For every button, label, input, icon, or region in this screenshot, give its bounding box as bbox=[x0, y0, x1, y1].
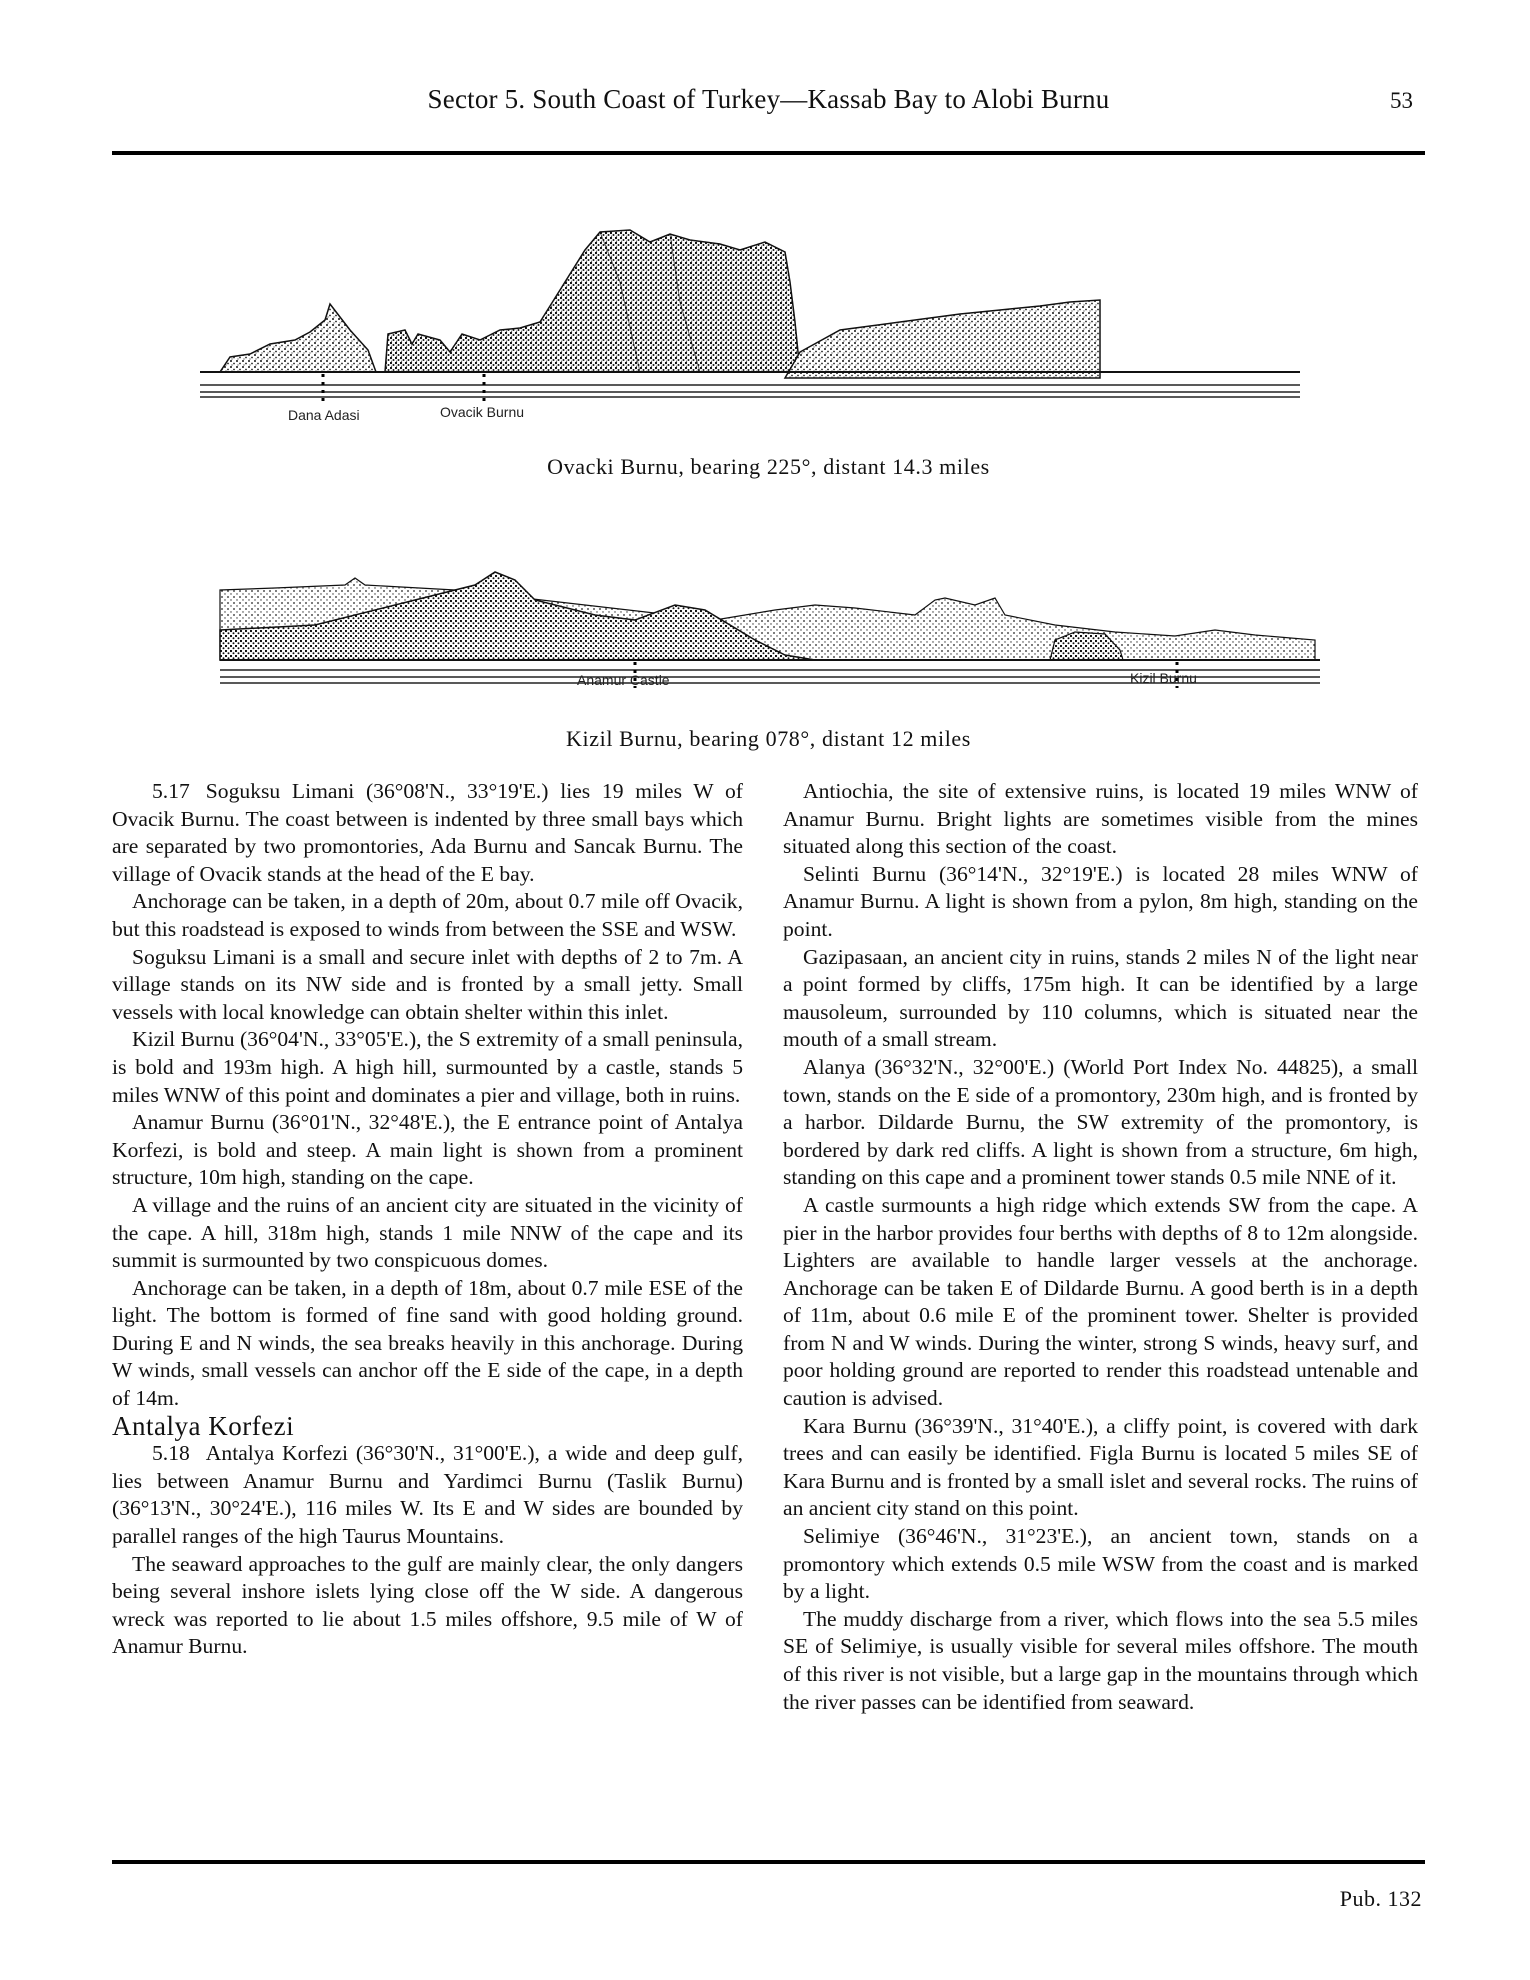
paragraph: The seaward approaches to the gulf are mainly clear, the only dangers being several inshore islets lying close off the W side. A dangerous wreck was reported to lie about 1.5 miles offshore, 9.5 mile of W of Anamur Burnu. bbox=[112, 1551, 743, 1659]
footer-rule bbox=[112, 1860, 1425, 1864]
paragraph: Gazipasaan, an ancient city in ruins, stands 2 miles N of the light near a point formed by cliffs, 175m high. It can be identified by a large mausoleum, surrounded by 110 columns, which is situated near the mouth of a small stream. bbox=[783, 944, 1418, 1052]
coastal-view-figure-2 bbox=[215, 560, 1325, 695]
paragraph: A castle surmounts a high ridge which extends SW from the cape. A pier in the harbor provides four berths with depths of 8 to 12m alongside. Lighters are available to handle larger vessels at the anchorage. Anchorage can be taken E of Dildarde Burnu. A good berth is in a depth of 11m, about 0.6 mile E of the prominent tower. Shelter is provided from N and W winds. During the winter, strong S winds, heavy surf, and poor holding ground are reported to render this roadstead untenable and caution is advised. bbox=[783, 1192, 1418, 1411]
paragraph-5-18: 5.18 Antalya Korfezi (36°30'N., 31°00'E.), a wide and deep gulf, lies between Anamur Burnu and Yardimci Burnu (Taslik Burnu) (36°13'N., 30°24'E.), 116 miles W. Its E and W sides are bounded by parallel ranges of the high Taurus Mountains. bbox=[112, 1441, 743, 1549]
figure-1-caption: Ovacki Burnu, bearing 225°, distant 14.3 miles bbox=[547, 454, 990, 479]
paragraph: The muddy discharge from a river, which flows into the sea 5.5 miles SE of Selimiye, is usually visible for several miles offshore. The mouth of this river is not visible, but a large gap in the mountains through which the river passes can be identified from seaward. bbox=[783, 1606, 1418, 1714]
paragraph: Antiochia, the site of extensive ruins, is located 19 miles WNW of Anamur Burnu. Bright lights are sometimes visible from the mines situated along this section of the coast. bbox=[783, 779, 1418, 859]
running-title: Sector 5. South Coast of Turkey—Kassab Bay to Alobi Burnu bbox=[427, 84, 1110, 114]
paragraph: Selinti Burnu (36°14'N., 32°19'E.) is located 28 miles WNW of Anamur Burnu. A light is shown from a pylon, 8m high, standing on the point. bbox=[783, 861, 1418, 941]
paragraph-number: 5.17 bbox=[152, 779, 190, 803]
paragraph: Soguksu Limani is a small and secure inlet with depths of 2 to 7m. A village stands on its NW side and is fronted by a small jetty. Small vessels with local knowledge can obtain shelter within this inlet. bbox=[112, 944, 743, 1024]
figure-label-kizil-burnu: Kizil Burnu bbox=[1130, 670, 1197, 686]
publication-number: Pub. 132 bbox=[1339, 1886, 1422, 1911]
paragraph: Anamur Burnu (36°01'N., 32°48'E.), the E entrance point of Antalya Korfezi, is bold and steep. A main light is shown from a prominent structure, 10m high, standing on the cape. bbox=[112, 1110, 743, 1190]
right-column bbox=[783, 778, 1418, 1716]
running-head bbox=[112, 84, 1425, 124]
section-heading: Antalya Korfezi bbox=[112, 1410, 295, 1441]
paragraph: Selimiye (36°46'N., 31°23'E.), an ancient town, stands on a promontory which extends 0.5 mile WSW from the coast and is marked by a light. bbox=[783, 1524, 1418, 1604]
coastal-profile-drawing bbox=[200, 222, 1310, 442]
figure-2-caption: Kizil Burnu, bearing 078°, distant 12 miles bbox=[566, 726, 971, 751]
paragraph: Anchorage can be taken, in a depth of 18m, about 0.7 mile ESE of the light. The bottom is formed of fine sand with good holding ground. During E and N winds, the sea breaks heavily in this anchorage. During W winds, small vessels can anchor off the E side of the cape, in a depth of 14m. bbox=[112, 1275, 743, 1411]
figure-label-ovacik-burnu: Ovacik Burnu bbox=[440, 404, 525, 420]
paragraph: A village and the ruins of an ancient city are situated in the vicinity of the cape. A hill, 318m high, stands 1 mile NNW of the cape and its summit is surmounted by two conspicuous domes. bbox=[112, 1192, 743, 1273]
paragraph: Kizil Burnu (36°04'N., 33°05'E.), the S extremity of a small peninsula, is bold and 193m high. A high hill, surmounted by a castle, stands 5 miles WNW of this point and dominates a pier and village, both in ruins. bbox=[112, 1027, 743, 1107]
paragraph-5-17: 5.17 Soguksu Limani (36°08'N., 33°19'E.) lies 19 miles W of Ovacik Burnu. The coast between is indented by three small bays which are separated by two promontories, Ada Burnu and Sancak Burnu. The village of Ovacik stands at the head of the E bay. bbox=[112, 779, 743, 886]
paragraph: Kara Burnu (36°39'N., 31°40'E.), a cliffy point, is covered with dark trees and can easily be identified. Figla Burnu is located 5 miles SE of Kara Burnu and is fronted by a small islet and several rocks. The ruins of an ancient city stand on this point. bbox=[783, 1413, 1418, 1521]
page-number: 53 bbox=[1390, 88, 1413, 113]
left-column bbox=[112, 778, 743, 1661]
figure-label-anamur-castle: Anamur Castle bbox=[577, 672, 670, 688]
paragraph: Alanya (36°32'N., 32°00'E.) (World Port Index No. 44825), a small town, stands on the E side of a promontory, 230m high, and is fronted by a harbor. Dildarde Burnu, the SW extremity of the promontory, is bordered by dark red cliffs. A light is shown from a structure, 6m high, standing on this cape and a prominent tower stands 0.5 mile NNE of it. bbox=[783, 1054, 1418, 1190]
header-rule bbox=[112, 151, 1425, 155]
coastal-view-figure-1 bbox=[200, 222, 1310, 442]
paragraph-number: 5.18 bbox=[152, 1441, 190, 1466]
paragraph: Anchorage can be taken, in a depth of 20m, about 0.7 mile off Ovacik, but this roadstead is exposed to winds from between the SSE and WSW. bbox=[112, 889, 743, 941]
figure-label-dana-adasi: Dana Adasi bbox=[288, 407, 360, 423]
